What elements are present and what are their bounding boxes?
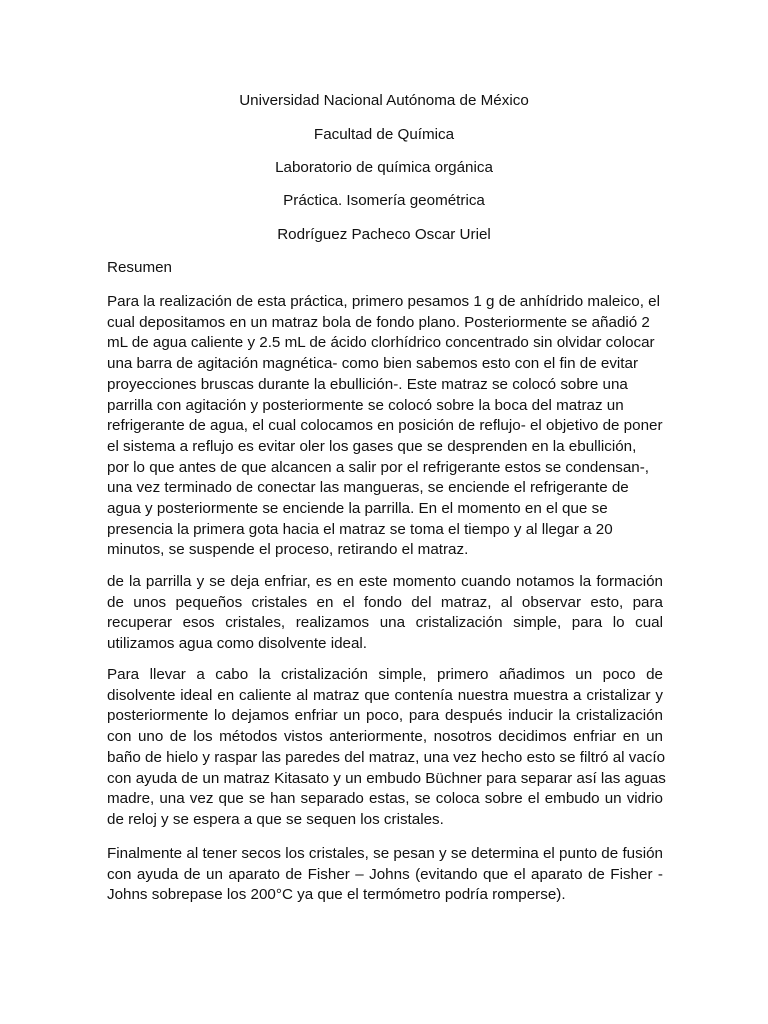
paragraph-line: con ayuda de un aparato de Fisher – Johns (evitando que el aparato de Fisher -: [107, 865, 663, 883]
paragraph-line: recuperar esos cristales, realizamos una cristalización simple, para lo cual: [107, 614, 663, 632]
paragraph-line: disolvente ideal en caliente al matraz que contenía nuestra muestra a cristalizar y: [107, 686, 663, 704]
paragraph-line: baño de hielo y raspar las paredes del matraz, una vez hecho esto se filtró al vacío: [107, 748, 666, 766]
paragraph-line: con ayuda de un matraz Kitasato y un embudo Büchner para separar así las aguas: [107, 769, 666, 787]
paragraph-line: una barra de agitación magnética- como bien sabemos esto con el fin de evitar: [107, 355, 639, 373]
paragraph-line: Para llevar a cabo la cristalización simple, primero añadimos un poco de: [107, 666, 663, 683]
paragraph-line: de reloj y se espera a que se sequen los cristales.: [107, 810, 444, 828]
paragraph-line: presencia la primera gota hacia el matraz se toma el tiempo y al llegar a 20: [107, 520, 613, 538]
paragraph-line: proyecciones bruscas durante la ebullición-. Este matraz se colocó sobre una: [107, 375, 628, 393]
paragraph-line: minutos, se suspende el proceso, retirando el matraz.: [107, 541, 469, 559]
paragraph-line: parrilla con agitación y posteriormente se colocó sobre la boca del matraz un: [107, 396, 624, 414]
paragraph-line: refrigerante de agua, el cual colocamos en posición de reflujo- el objetivo de poner: [107, 417, 663, 435]
section-heading-resumen: Resumen: [107, 259, 172, 276]
paragraph-line: utilizamos agua como disolvente ideal.: [107, 635, 368, 653]
paragraph-line: agua y posteriormente se enciende la parrilla. En el momento en el que se: [107, 500, 608, 518]
paragraph-line: Para la realización de esta práctica, primero pesamos 1 g de anhídrido maleico, el: [107, 293, 660, 310]
paragraph-line: cual depositamos en un matraz bola de fondo plano. Posteriormente se añadió 2: [107, 313, 650, 331]
paragraph-2: [107, 572, 663, 655]
faculty-name: Facultad de Química: [313, 126, 455, 143]
paragraph-line: de unos pequeños cristales en el fondo del matraz, al observar esto, para: [107, 593, 663, 611]
paragraph-line: por lo que antes de que alcancen a salir por el refrigerante estos se condensan-,: [107, 458, 650, 476]
paragraph-line: de la parrilla y se deja enfriar, es en este momento cuando notamos la formación: [107, 573, 663, 590]
paragraph-4: [107, 844, 663, 906]
paragraph-1: [107, 292, 663, 561]
paragraph-line: el sistema a reflujo es evitar oler los gases que se desprenden en la ebullición,: [107, 437, 637, 455]
paragraph-line: madre, una vez que se han separado estas, se coloca sobre el embudo un vidrio: [107, 790, 663, 808]
practice-title: Práctica. Isomería geométrica: [283, 192, 485, 209]
paragraph-line: con uno de los métodos vistos anteriormente, nosotros decidimos enfriar en un: [107, 728, 663, 746]
paragraph-line: posteriormente lo dejamos enfriar un poco, para después inducir la cristalización: [107, 707, 663, 725]
author-name: Rodríguez Pacheco Oscar Uriel: [277, 226, 491, 243]
paragraph-line: Johns sobrepase los 200°C ya que el termómetro podría romperse).: [107, 886, 566, 904]
laboratory-name: Laboratorio de química orgánica: [275, 159, 493, 176]
paragraph-line: Finalmente al tener secos los cristales, se pesan y se determina el punto de fusión: [107, 845, 663, 862]
paragraph-line: una vez terminado de conectar las mangueras, se enciende el refrigerante de: [107, 479, 629, 497]
paragraph-3: [107, 665, 666, 831]
paragraph-line: mL de agua caliente y 2.5 mL de ácido clorhídrico concentrado sin olvidar colocar: [107, 334, 655, 352]
university-name: Universidad Nacional Autónoma de México: [239, 92, 529, 109]
